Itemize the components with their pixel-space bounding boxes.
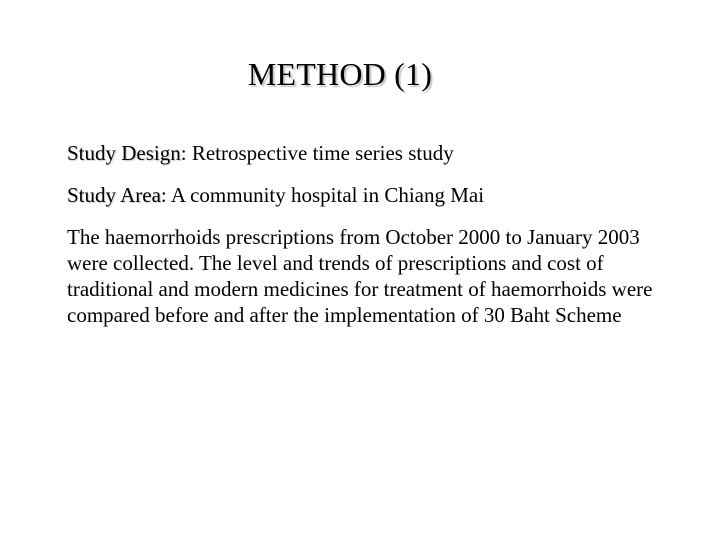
method-description: The haemorrhoids prescriptions from October 2000 to January 2003 were collected. The level and trends of prescriptions and cost of traditional and modern medicines for treatment of haemorrhoids were compared before and after the implementation of 30 Baht Scheme: [67, 225, 653, 327]
study-area-line: [67, 182, 667, 208]
slide-title: METHOD (1): [247, 56, 433, 92]
study-area-label: Study Area: [67, 183, 161, 207]
study-design-line: [67, 140, 667, 166]
study-design-value: Retrospective time series study: [191, 141, 454, 165]
study-design-separator: :: [180, 141, 192, 165]
study-area-value: A community hospital in Chiang Mai: [170, 183, 485, 207]
study-design-label: Study Design: [67, 141, 181, 165]
slide-body: [67, 140, 667, 328]
study-area-separator: :: [160, 183, 171, 207]
